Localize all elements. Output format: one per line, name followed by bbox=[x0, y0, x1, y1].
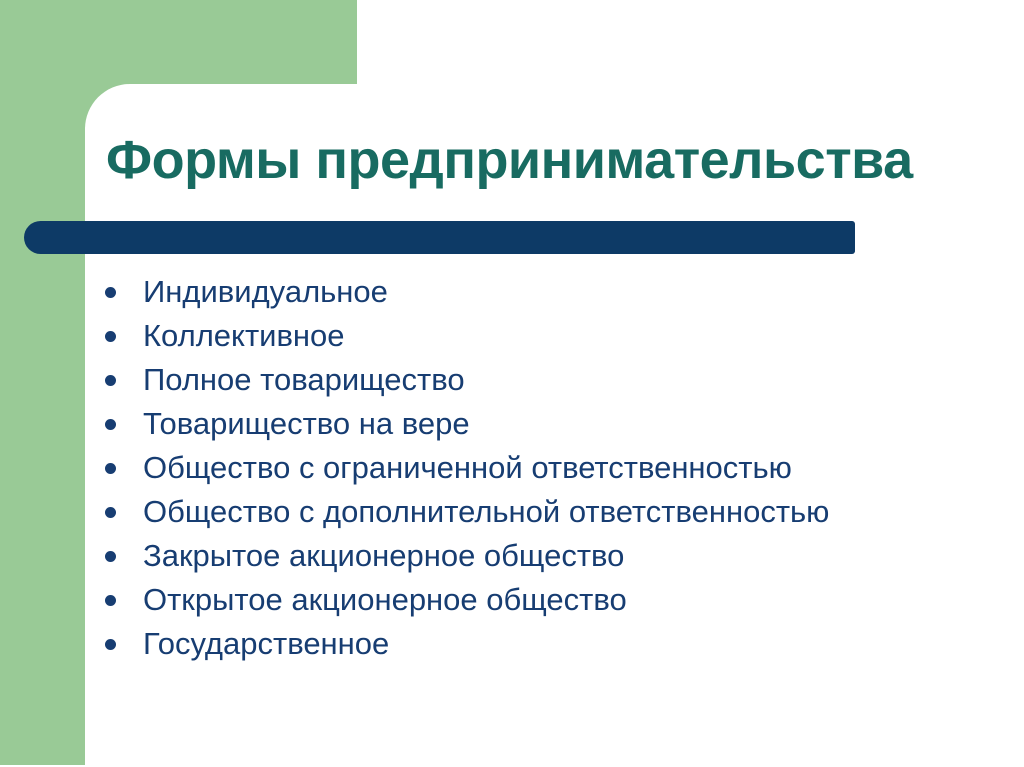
list-item bbox=[105, 314, 829, 358]
bullet-icon bbox=[105, 463, 116, 474]
list-item-text: Коллективное bbox=[143, 318, 345, 353]
bullet-icon bbox=[105, 551, 116, 562]
bullet-icon bbox=[105, 419, 116, 430]
bullet-icon bbox=[105, 287, 116, 298]
list-item bbox=[105, 358, 829, 402]
list-item-text: Открытое акционерное общество bbox=[143, 582, 627, 617]
list-item bbox=[105, 490, 829, 534]
title-underline-bar bbox=[24, 221, 855, 254]
list-item-text: Закрытое акционерное общество bbox=[143, 538, 625, 573]
list-item-text: Общество с дополнительной ответственностью bbox=[143, 494, 830, 529]
list-item-text: Товарищество на вере bbox=[143, 406, 470, 441]
list-item bbox=[105, 270, 829, 314]
list-item bbox=[105, 446, 829, 490]
list-item bbox=[105, 402, 829, 446]
bullet-icon bbox=[105, 375, 116, 386]
bullet-icon bbox=[105, 331, 116, 342]
list-item-text: Общество с ограниченной ответственностью bbox=[143, 450, 792, 485]
list-item bbox=[105, 534, 829, 578]
bullet-icon bbox=[105, 507, 116, 518]
list-item bbox=[105, 622, 829, 666]
bullet-icon bbox=[105, 595, 116, 606]
list-item-text: Полное товарищество bbox=[143, 362, 465, 397]
list-item-text: Индивидуальное bbox=[143, 274, 388, 309]
bullet-icon bbox=[105, 639, 116, 650]
slide-title: Формы предпринимательства bbox=[106, 130, 913, 190]
list-item-text: Государственное bbox=[143, 626, 390, 661]
list-item bbox=[105, 578, 829, 622]
bullet-list bbox=[105, 270, 829, 666]
